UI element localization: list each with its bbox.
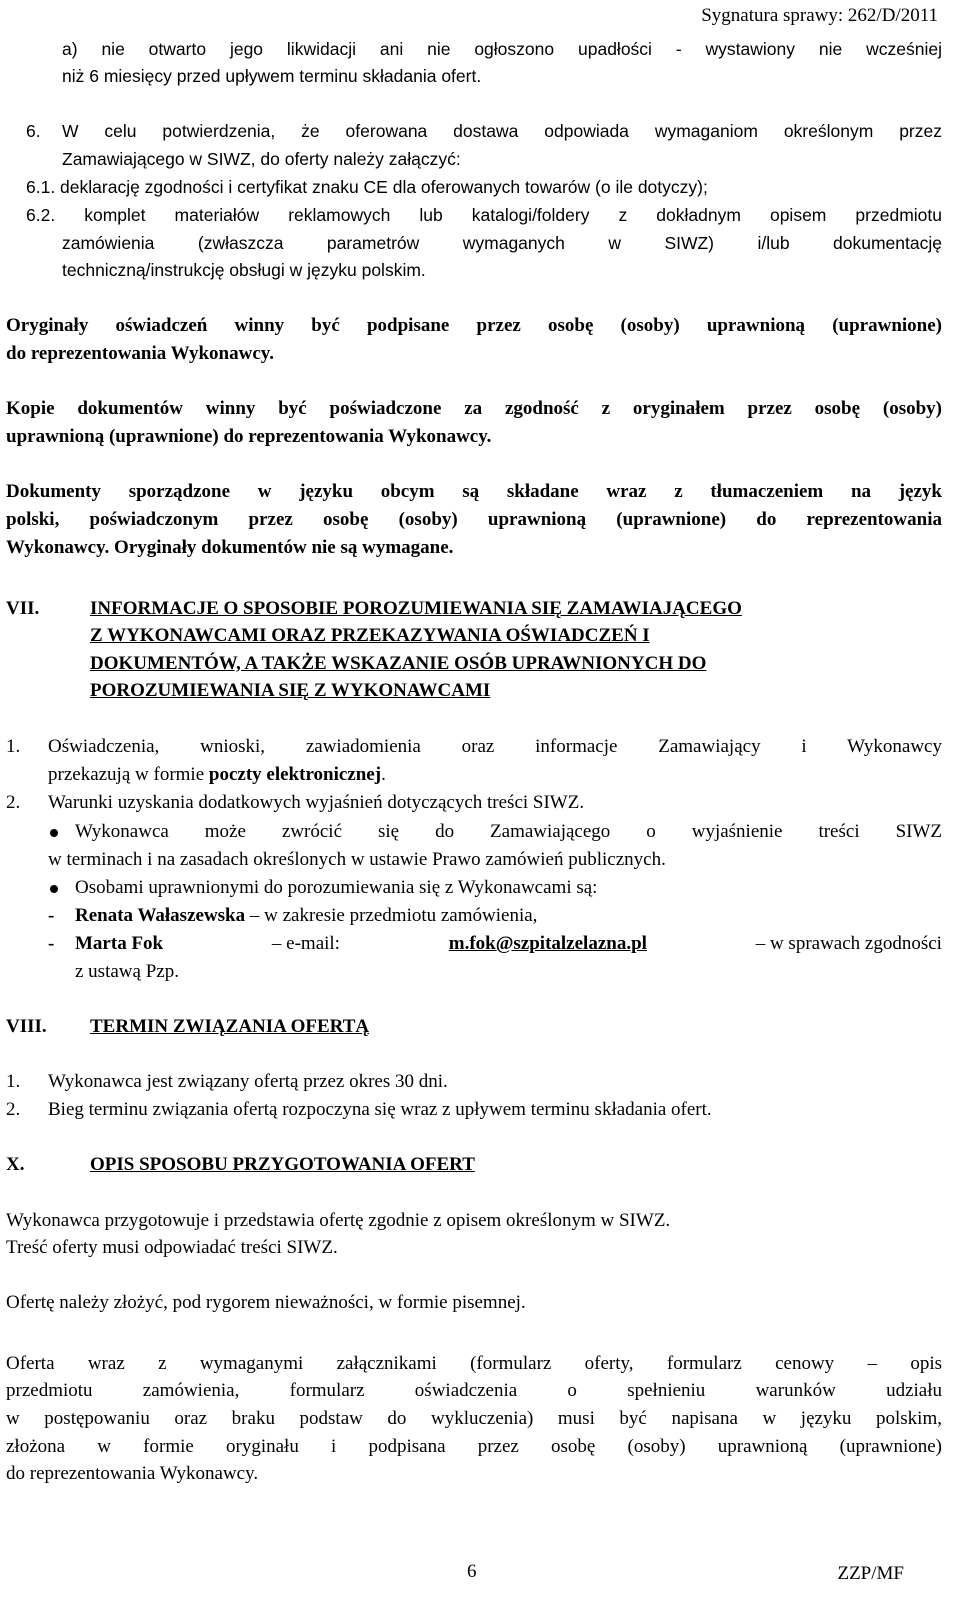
section7-item1-line2-bold: poczty elektronicznej — [208, 764, 382, 785]
section7-number: VII. — [6, 598, 40, 619]
section7-dash1-text — [75, 902, 537, 930]
point6-1: 6.1. deklarację zgodności i certyfikat znaku CE dla oferowanych towarów (o ile dotyczy); — [26, 177, 708, 197]
page-number: 6 — [467, 1561, 477, 1582]
section7-title-line4: POROZUMIEWANIA SIĘ Z WYKONAWCAMI — [90, 680, 491, 701]
section7-item1-line2-pre: przekazują w formie — [48, 764, 209, 785]
copies-line2: uprawnioną (uprawnione) do reprezentowania Wykonawcy. — [6, 426, 492, 447]
section7-dash2-line2: z ustawą Pzp. — [75, 961, 179, 982]
foreign-line3: Wykonawcy. Oryginały dokumentów nie są wymagane. — [6, 537, 454, 558]
bullet-icon — [50, 829, 58, 837]
copies-line1: Kopie dokumentów winny być poświadczone za zgodność z oryginałem przez osobę (osoby) — [6, 398, 942, 419]
bullet-icon — [50, 885, 58, 893]
section7-item1-line2-post: . — [381, 764, 386, 785]
section7-item2-number: 2. — [6, 792, 21, 813]
section7-title-line2: Z WYKONAWCAMI ORAZ PRZEKAZYWANIA OŚWIADCZEŃ I — [90, 625, 650, 646]
section10-p3-line1: Oferta wraz z wymaganymi załącznikami (formularz oferty, formularz cenowy – opis — [6, 1353, 942, 1374]
originals-line1: Oryginały oświadczeń winny być podpisane przez osobę (osoby) uprawnioną (uprawnione) — [6, 315, 942, 336]
section10-p3-line3: w postępowaniu oraz braku podstaw do wykluczenia) musi być napisana w języku polskim, — [6, 1408, 942, 1429]
point6-2-line3: techniczną/instrukcję obsługi w języku polskim. — [62, 260, 426, 280]
section8-title: TERMIN ZWIĄZANIA OFERTĄ — [90, 1016, 370, 1037]
contact-name-marta: Marta Fok — [75, 933, 164, 954]
section10-p1-line1: Wykonawca przygotowuje i przedstawia ofertę zgodnie z opisem określonym w SIWZ. — [6, 1210, 671, 1231]
point6-line1: W celu potwierdzenia, że oferowana dostawa odpowiada wymaganiom określonym przez — [62, 121, 942, 141]
section7-bullet1-marker — [50, 818, 58, 846]
section7-title-line1: INFORMACJE O SPOSOBIE POROZUMIEWANIA SIĘ ZAMAWIAJĄCEGO — [90, 598, 742, 619]
section10-p1-line2: Treść oferty musi odpowiadać treści SIWZ. — [6, 1237, 338, 1258]
contact-email-label: – e-mail: — [271, 933, 340, 954]
section8-number: VIII. — [6, 1016, 47, 1037]
foreign-line2: polski, poświadczonym przez osobę (osoby) uprawnioną (uprawnione) do reprezentowania — [6, 509, 942, 530]
section7-dash1: - — [48, 905, 55, 926]
section8-item2-number: 2. — [6, 1099, 21, 1120]
section7-item1-line1: Oświadczenia, wnioski, zawiadomienia oraz informacje Zamawiający i Wykonawcy — [48, 736, 942, 757]
section7-item1-line2 — [48, 761, 386, 789]
contact-name-renata: Renata Wałaszewska — [75, 905, 246, 926]
section7-dash2-text — [75, 930, 942, 958]
section7-item1-number: 1. — [6, 736, 21, 757]
section10-p3-line4: złożona w formie oryginału i podpisana przez osobę (osoby) uprawnioną (uprawnione) — [6, 1436, 942, 1457]
intro-a-line2: niż 6 miesięcy przed upływem terminu składania ofert. — [62, 66, 482, 86]
section10-title: OPIS SPOSOBU PRZYGOTOWANIA OFERT — [90, 1154, 475, 1175]
section7-bullet1-line1: Wykonawca może zwrócić się do Zamawiającego o wyjaśnienie treści SIWZ — [75, 821, 942, 842]
section8-item1-text: Wykonawca jest związany ofertą przez okres 30 dni. — [48, 1071, 448, 1092]
point6-number: 6. — [26, 121, 41, 141]
contact-scope-marta: – w sprawach zgodności — [755, 933, 942, 954]
section7-dash2: - — [48, 933, 55, 954]
section10-p2: Ofertę należy złożyć, pod rygorem nieważności, w formie pisemnej. — [6, 1292, 526, 1313]
section7-bullet2-marker — [50, 874, 58, 902]
section8-item1-number: 1. — [6, 1071, 21, 1092]
section10-p3-line2: przedmiotu zamówienia, formularz oświadczenia o spełnieniu warunków udziału — [6, 1380, 942, 1401]
case-signature: Sygnatura sprawy: 262/D/2011 — [701, 5, 938, 26]
section7-bullet1-line2: w terminach i na zasadach określonych w ustawie Prawo zamówień publicznych. — [48, 849, 666, 870]
section10-p3-line5: do reprezentowania Wykonawcy. — [6, 1463, 259, 1484]
point6-2-line2: zamówienia (zwłaszcza parametrów wymaganych w SIWZ) i/lub dokumentację — [62, 233, 942, 253]
section7-title-line3: DOKUMENTÓW, A TAKŻE WSKAZANIE OSÓB UPRAWNIONYCH DO — [90, 653, 707, 674]
point6-line2: Zamawiającego w SIWZ, do oferty należy załączyć: — [62, 149, 461, 169]
point6-2-line1: 6.2. komplet materiałów reklamowych lub katalogi/foldery z dokładnym opisem przedmiotu — [26, 205, 942, 225]
section7-item2-text: Warunki uzyskania dodatkowych wyjaśnień dotyczących treści SIWZ. — [48, 792, 585, 813]
contact-email-link[interactable]: m.fok@szpitalzelazna.pl — [448, 933, 647, 954]
footer-code: ZZP/MF — [837, 1563, 904, 1584]
contact-scope-renata: – w zakresie przedmiotu zamówienia, — [245, 905, 538, 926]
section10-number: X. — [6, 1154, 25, 1175]
intro-a-line1: a) nie otwarto jego likwidacji ani nie ogłoszono upadłości - wystawiony nie wcześniej — [62, 39, 942, 59]
section7-bullet2-text: Osobami uprawnionymi do porozumiewania się z Wykonawcami są: — [75, 877, 598, 898]
originals-line2: do reprezentowania Wykonawcy. — [6, 343, 274, 364]
foreign-line1: Dokumenty sporządzone w języku obcym są składane wraz z tłumaczeniem na język — [6, 481, 942, 502]
section8-item2-text: Bieg terminu związania ofertą rozpoczyna się wraz z upływem terminu składania ofert. — [48, 1099, 712, 1120]
